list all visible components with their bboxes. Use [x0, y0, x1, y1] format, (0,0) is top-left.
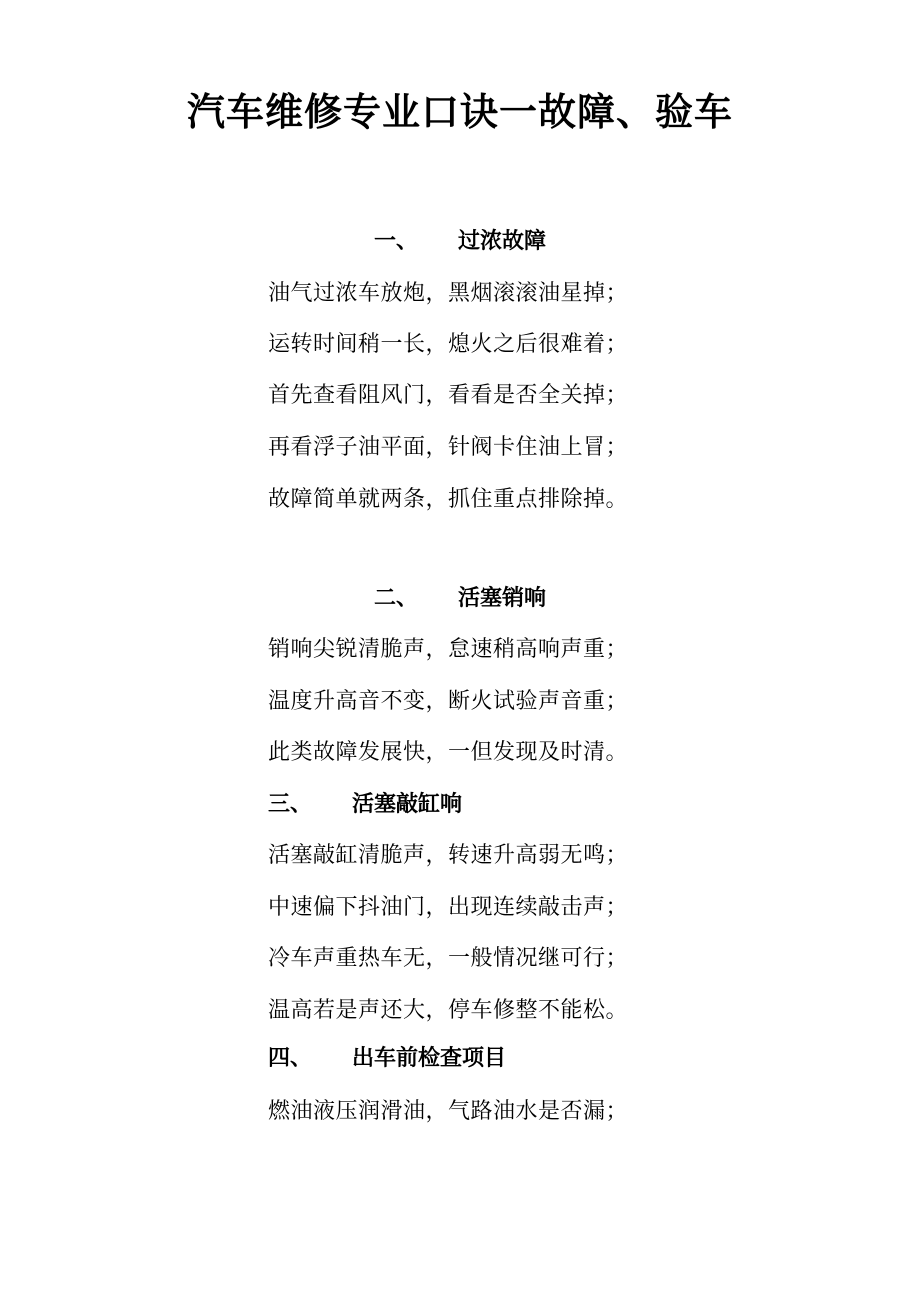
section-heading-1	[374, 226, 546, 258]
section-heading-4	[268, 1043, 506, 1075]
section-number: 二、	[374, 586, 419, 611]
verse-line: 运转时间稍一长，熄火之后很难着；	[268, 332, 629, 357]
verse-line: 销响尖锐清脆声，怠速稍高响声重；	[268, 637, 629, 662]
verse-line: 温高若是声还大，停车修整不能松。	[268, 998, 629, 1023]
section-number: 一、	[374, 229, 419, 254]
verse-line: 故障简单就两条，抓住重点排除掉。	[268, 487, 629, 512]
verse-line: 温度升高音不变，断火试验声音重；	[268, 689, 629, 714]
verse-line: 活塞敲缸清脆声，转速升高弱无鸣；	[268, 843, 629, 868]
verse-line: 燃油液压润滑油，气路油水是否漏；	[268, 1099, 629, 1124]
verse-line: 此类故障发展快，一但发现及时清。	[268, 740, 629, 765]
section-title: 过浓故障	[458, 229, 547, 254]
section-title: 活塞销响	[458, 586, 547, 611]
verse-line: 再看浮子油平面，针阀卡住油上冒；	[268, 435, 629, 460]
section-heading-2	[374, 583, 546, 615]
verse-line: 冷车声重热车无，一般情况继可行；	[268, 946, 629, 971]
verse-line: 油气过浓车放炮，黑烟滚滚油星掉；	[268, 281, 629, 306]
document-title: 汽车维修专业口诀一故障、验车	[186, 90, 733, 134]
section-number: 四、	[268, 1046, 313, 1071]
section-title: 活塞敲缸响	[352, 792, 463, 817]
verse-line: 中速偏下抖油门，出现连续敲击声；	[268, 895, 629, 920]
verse-line: 首先查看阻风门，看看是否全关掉；	[268, 383, 629, 408]
section-heading-3	[268, 789, 462, 821]
section-number: 三、	[268, 792, 313, 817]
section-title: 出车前检查项目	[352, 1046, 507, 1071]
